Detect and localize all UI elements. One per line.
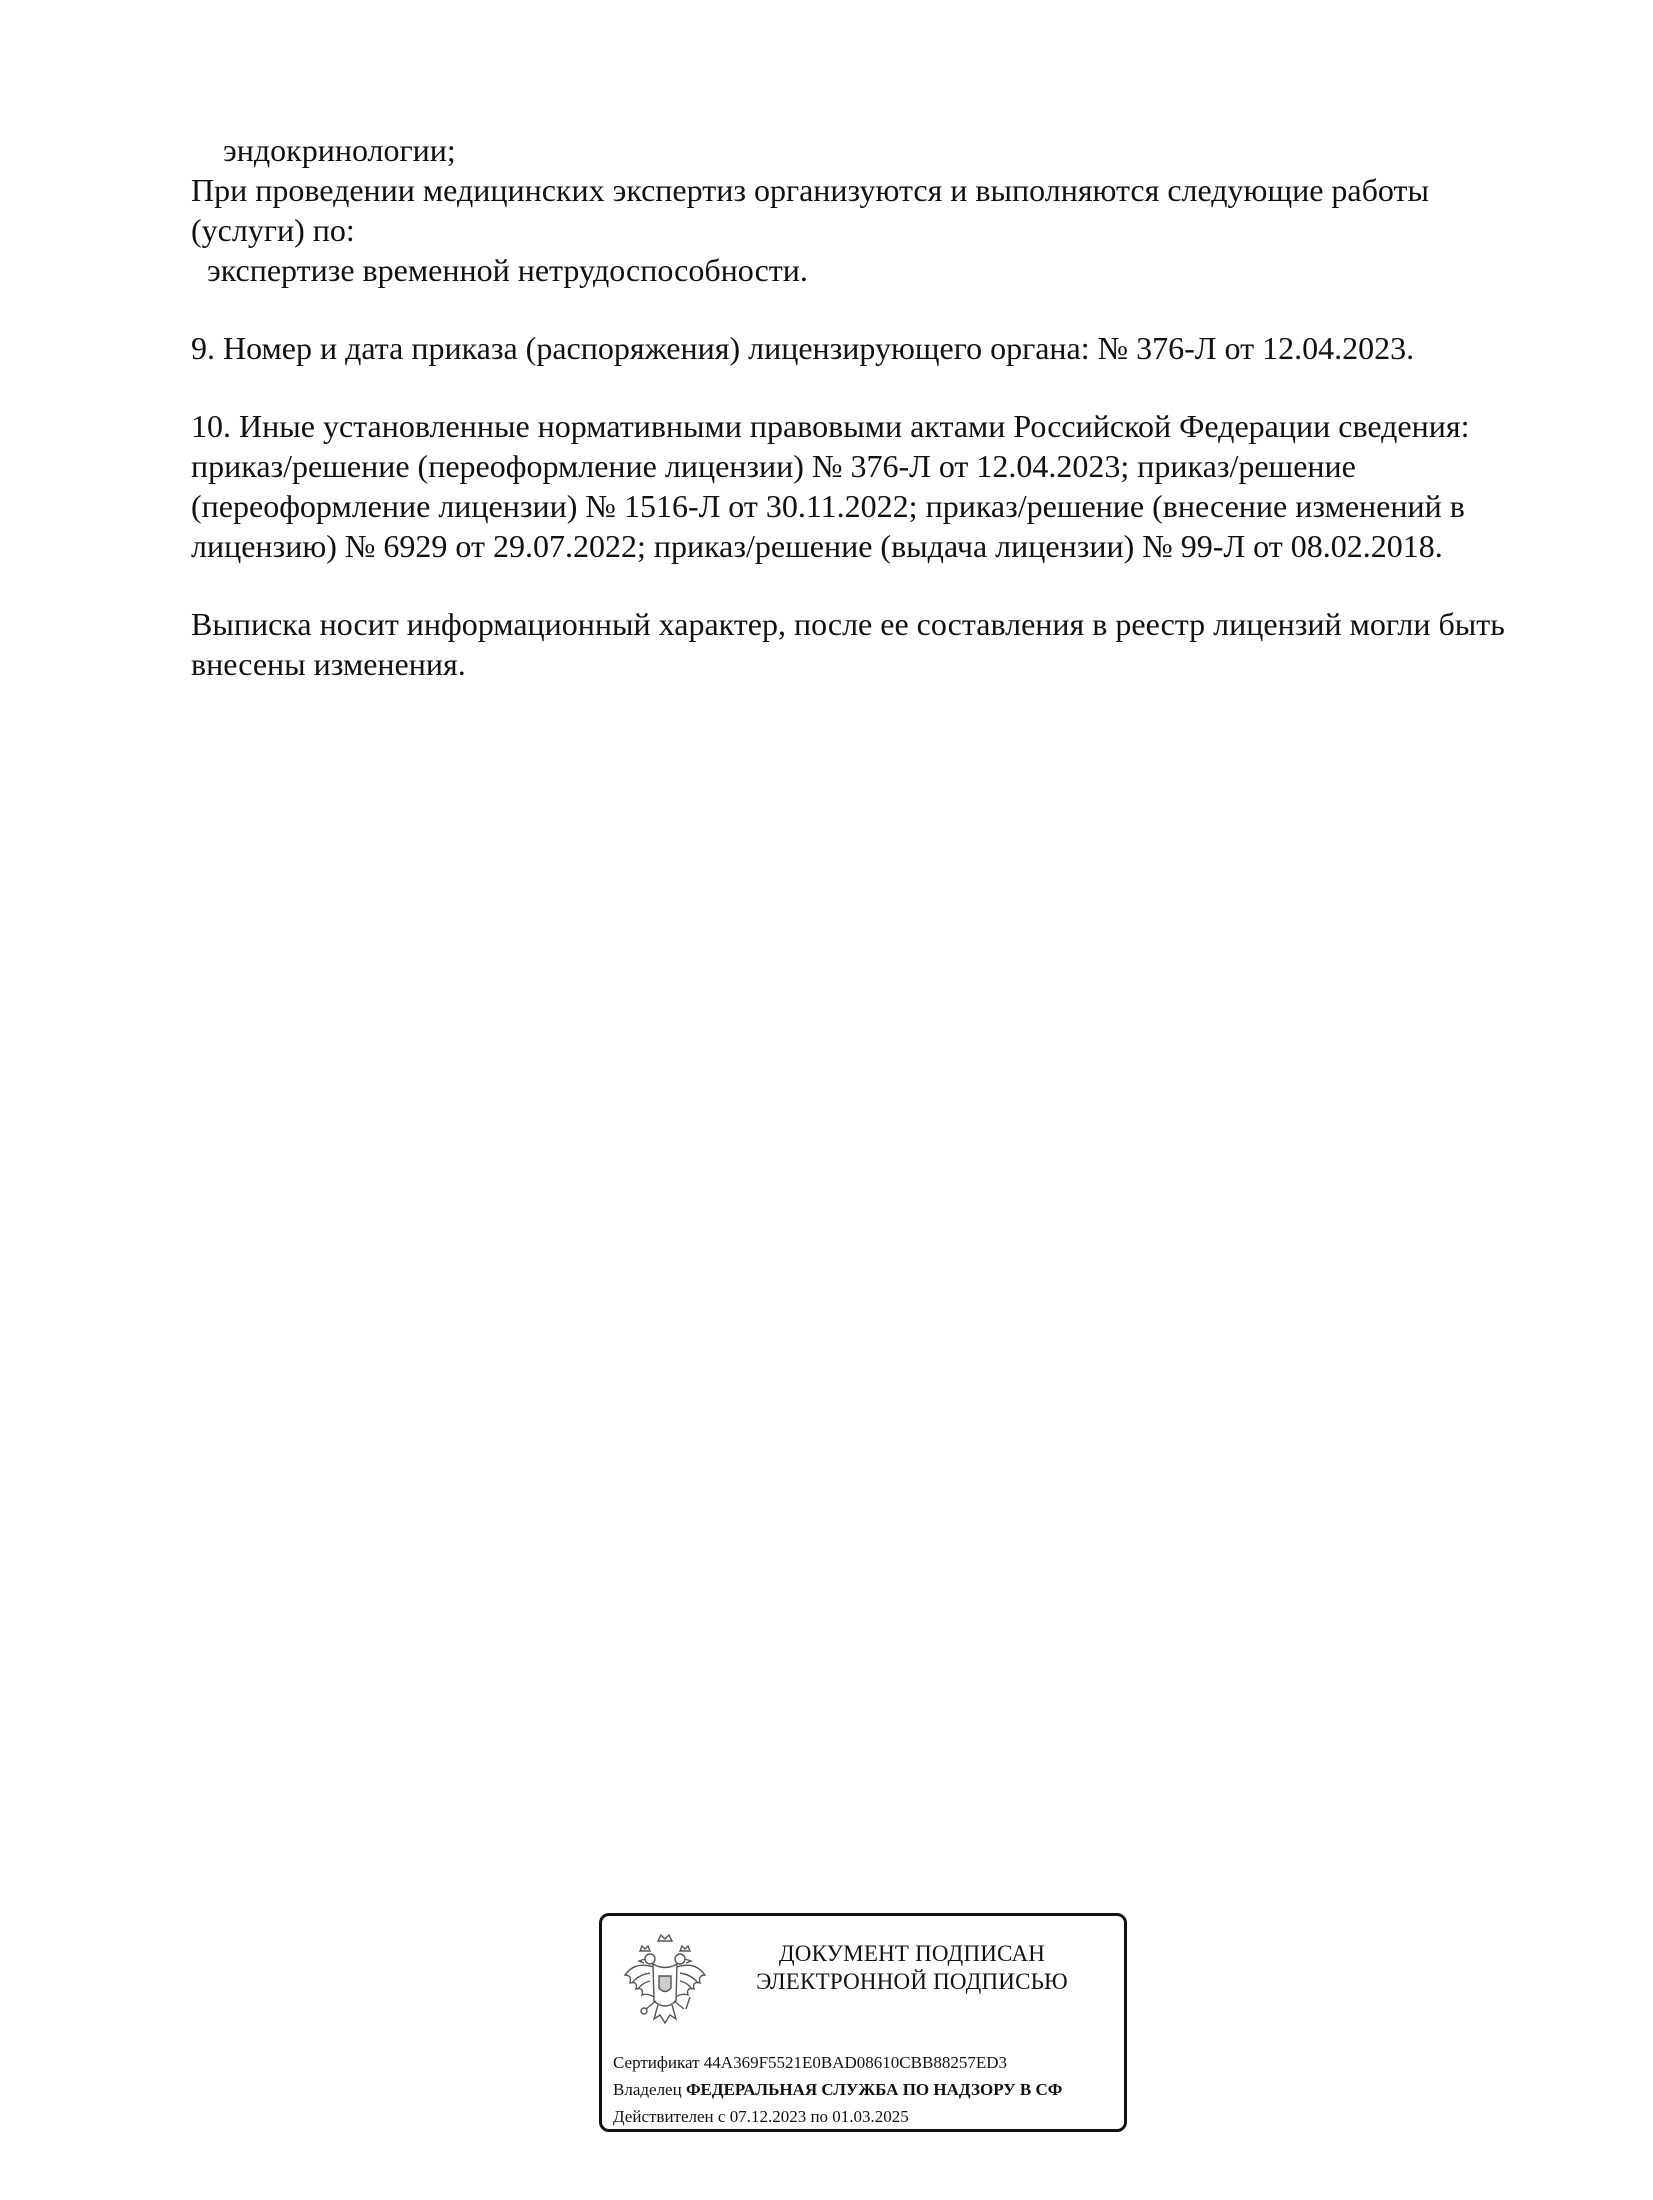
validity-line: Действителен с 07.12.2023 по 01.03.2025 xyxy=(613,2107,909,2126)
text-line: Выписка носит информационный характер, после ее составления в реестр лицензий могли быть xyxy=(191,606,1505,642)
stamp-title xyxy=(712,1940,1112,1996)
text-line: приказ/решение (переоформление лицензии) № 376-Л от 12.04.2023; приказ/решение xyxy=(191,448,1356,484)
text-line: При проведении медицинских экспертиз организуются и выполняются следующие работы xyxy=(191,172,1429,208)
certificate-line xyxy=(613,2049,1127,2076)
text-line: эндокринологии; xyxy=(223,132,456,168)
paragraph-gap xyxy=(191,290,1531,328)
owner-label: Владелец xyxy=(613,2080,682,2099)
double-headed-eagle-emblem-icon xyxy=(620,1931,710,2041)
order-number-paragraph: 9. Номер и дата приказа (распоряжения) лицензирующего органа: № 376-Л от 12.04.2023. xyxy=(191,330,1415,366)
document-body xyxy=(191,130,1531,684)
owner-value: ФЕДЕРАЛЬНАЯ СЛУЖБА ПО НАДЗОРУ В СФ xyxy=(685,2080,1063,2099)
text-line: экспертизе временной нетрудоспособности. xyxy=(207,252,808,288)
text-line: (переоформление лицензии) № 1516-Л от 30.11.2022; приказ/решение (внесение изменений в xyxy=(191,488,1465,524)
text-line: лицензию) № 6929 от 29.07.2022; приказ/решение (выдача лицензии) № 99-Л от 08.02.2018. xyxy=(191,528,1443,564)
electronic-signature-stamp xyxy=(599,1913,1127,2132)
owner-line xyxy=(613,2076,1127,2103)
stamp-details xyxy=(613,2049,1127,2130)
certificate-value: 44A369F5521E0BAD08610CBB88257ED3 xyxy=(703,2053,1007,2072)
text-line: (услуги) по: xyxy=(191,212,355,248)
text-line: внесены изменения. xyxy=(191,646,466,682)
paragraph-gap xyxy=(191,368,1531,406)
paragraph-gap xyxy=(191,566,1531,604)
certificate-label: Сертификат xyxy=(613,2053,700,2072)
stamp-title-line2: ЭЛЕКТРОННОЙ ПОДПИСЬЮ xyxy=(756,1969,1068,1994)
stamp-title-line1: ДОКУМЕНТ ПОДПИСАН xyxy=(778,1941,1046,1966)
text-line: 10. Иные установленные нормативными правовыми актами Российской Федерации сведения: xyxy=(191,408,1470,444)
